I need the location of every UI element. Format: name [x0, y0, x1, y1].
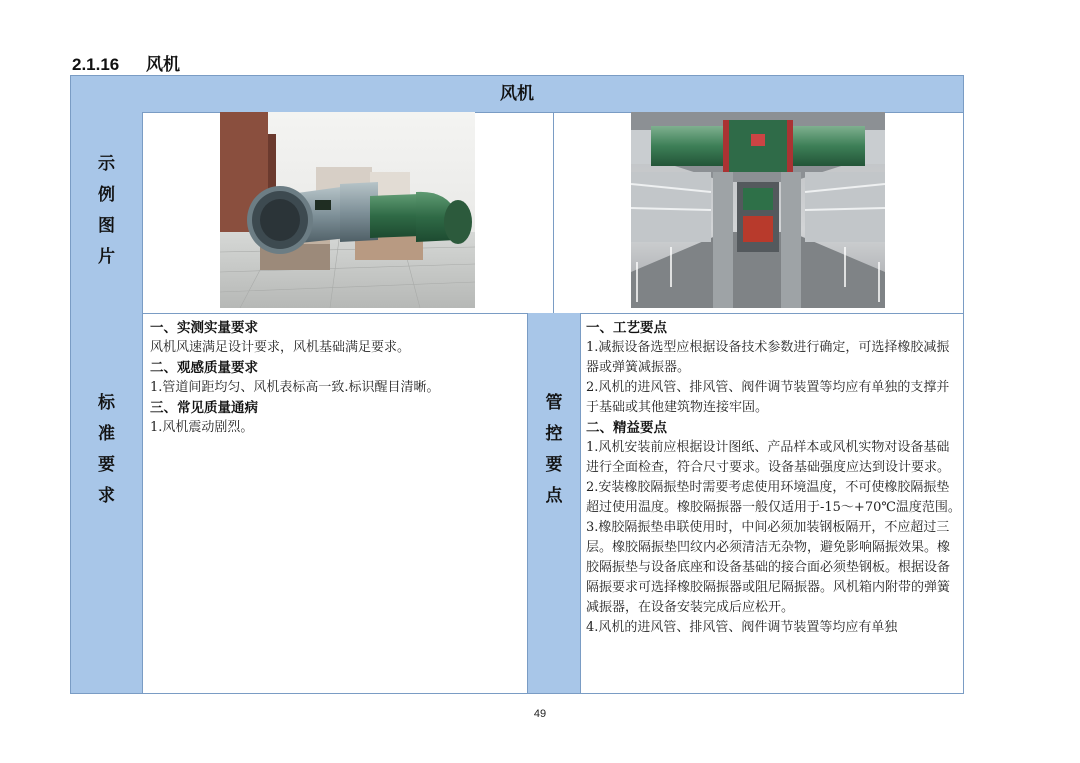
visual-quality-heading: 二、观感质量要求: [150, 360, 258, 375]
photo-cell-rooftop: [143, 112, 554, 313]
section-heading: [72, 50, 180, 75]
photo-cell-ceiling: [554, 112, 963, 313]
page-number: 49: [533, 708, 547, 720]
row-divider: [71, 313, 963, 314]
visual-quality-text: 1.管道间距均匀、风机表标高一致.标识醒目清晰。: [150, 380, 440, 395]
process-point-2: 2.风机的进风管、排风管、阀件调节装置等均应有单独的支撑并于基础或其他建筑物连接牢固。: [586, 380, 950, 415]
lean-point-3: 3.橡胶隔振垫串联使用时，中间必须加装钢板隔开，不应超过三层。橡胶隔振垫凹纹内必须清洁无杂物，避免影响隔振效果。橡胶隔振垫与设备底座和设备基础的接合面必须垫钢板。根据设备隔振要求可选择橡胶隔振器或阻尼隔振器。风机箱内附带的弹簧减振器，在设备安装完成后应松开。: [586, 520, 951, 615]
process-point-1: 1.减振设备选型应根据设备技术参数进行确定，可选择橡胶减振器或弹簧减振器。: [586, 340, 950, 375]
control-points-label: 管 控 要 点: [527, 313, 581, 693]
process-points-heading: 一、工艺要点: [586, 320, 667, 335]
common-defects-heading: 三、常见质量通病: [150, 400, 258, 415]
ceiling-fan-photo: [631, 112, 885, 308]
table-title: 风机: [71, 76, 963, 113]
lean-point-4: 4.风机的进风管、排风管、阀件调节装置等均应有单独: [586, 620, 898, 635]
standard-requirement-text: [150, 318, 525, 438]
measured-quality-heading: 一、实测实量要求: [150, 320, 258, 335]
example-image-label: 示 例 图 片: [71, 112, 143, 313]
lean-points-heading: 二、精益要点: [586, 420, 667, 435]
section-number: 2.1.16: [72, 55, 120, 74]
lean-point-2: 2.安装橡胶隔振垫时需要考虑使用环境温度，不可使橡胶隔振垫超过使用温度。橡胶隔振器一般仅适用于-15～+70℃温度范围。: [586, 480, 961, 515]
rooftop-fan-photo: [220, 112, 475, 308]
common-defects-text: 1.风机震动剧烈。: [150, 420, 254, 435]
standard-requirement-label: 标 准 要 求: [71, 313, 143, 693]
measured-quality-text: 风机风速满足设计要求，风机基础满足要求。: [150, 340, 411, 355]
lean-point-1: 1.风机安装前应根据设计图纸、产品样本或风机实物对设备基础进行全面检查，符合尺寸要求。设备基础强度应达到设计要求。: [586, 440, 951, 475]
control-points-text: [586, 318, 962, 693]
fan-spec-table: [70, 75, 964, 694]
section-title: 风机: [146, 55, 180, 74]
